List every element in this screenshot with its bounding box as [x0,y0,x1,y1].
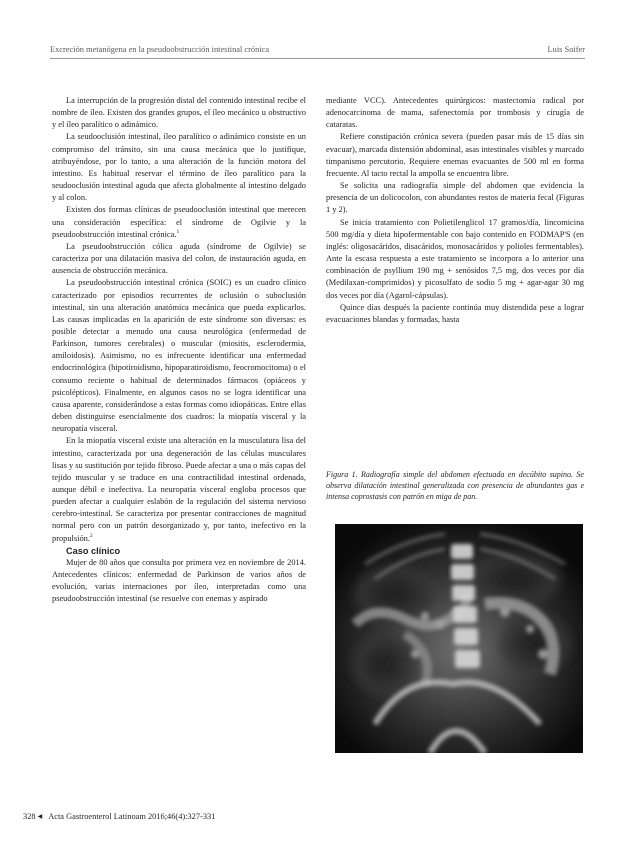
paragraph: La pseudoobstrucción cólica aguda (síndrome de Ogilvie) se caracteriza por una dilatación masiva del colon, de instauración aguda, en ausencia de obstrucción mecánica. [52,241,306,276]
running-title: Excreción metanógena en la pseudoobstrucción intestinal crónica [50,45,270,54]
paragraph-text: En la miopatía visceral existe una alteración en la musculatura lisa del intestino, caracterizada por una degeneración de las células musculares lisas y su sustitución por tejido fibroso. Puede afectar a una o más capas del tejido muscular y se traduce en una contractilidad intestinal ordenada, aunque débil e inefectiva. La neuropatía visceral engloba procesos que pueden afectar a cualquier eslabón de la regulación del sistema nervioso cerebro-intestinal. Se caracteriza por presentar contracciones de magnitud normal pero con un patrón desorganizado y, por tanto, inefectivo en la propulsión. [52,436,306,543]
page-footer [23,812,215,821]
reference-marker: 1 [176,228,180,235]
paragraph: La pseudoobstrucción intestinal crónica (SOIC) es un cuadro clínico caracterizado por episodios recurrentes de oclusión o suboclusión intestinal, sin una alteración anatómica mecánica que pueda explicarlos. Las causas implicadas en la aparición de este síndrome son diversas: es posible detectar a menudo una causa neurológica (enfermedad de Parkinson, tumores cerebrales) o muscular (miositis, esclerodermia, amiloidosis). Asimismo, no es infrecuente identificar una enfermedad endocrinológica (hipotiroidismo, hipoparatiroidismo, feocromocitoma) o el consumo reciente o habitual de determinados fármacos (opiáceos y psicolépticos). Finalmente, en algunos casos no se logra identificar una causa aparente, considerándose a estas formas como idiopáticas. Entre ellas deben distinguirse esencialmente dos cuadros: la miopatía visceral y la neuropatía visceral. [52,278,306,434]
paragraph: La interrupción de la progresión distal del contenido intestinal recibe el nombre de íleo. Existen dos grandes grupos, el íleo mecánico u obstructivo y el íleo paralítico o adinámico. [52,96,306,130]
paragraph: Mujer de 80 años que consulta por primera vez en noviembre de 2014. Antecedentes clínicos: enfermedad de Parkinson de varios años de evolución, varias internaciones por íleo, interpretadas como una pseudoobstrucción intestinal (se resuelve con enemas y aspirado [52,557,306,604]
header-divider [50,58,585,59]
paragraph [52,204,306,240]
paragraph: Se solicita una radiografía simple del abdomen que evidencia la presencia de un dolicocolon, con abundantes restos de materia fecal (Figuras 1 y 2). [326,181,584,215]
running-author: Luis Soifer [547,45,585,54]
section-heading: Caso clínico [66,545,121,556]
journal-citation: Acta Gastroenterol Latinoam 2016;46(4):327-331 [48,812,216,821]
abdominal-xray-image [335,524,583,753]
figure-caption-text: Radiografía simple del abdomen efectuada en decúbito supino. Se observa dilatación intestinal generalizada con presencia de abundantes gas e intensa coprostasis con patrón en miga de pan. [326,470,584,501]
right-column [326,95,584,326]
paragraph: Quince días después la paciente continúa muy distendida pese a lograr evacuaciones blandas y formadas, hasta [326,302,584,324]
paragraph: Se inicia tratamiento con Polietilenglicol 17 gramos/día, lincomicina 500 mg/día y dieta hipofermentable con bajo contenido en FODMAP'S (en inglés: oligosacáridos, disacáridos, monosacáridos y polioles fermentables). Ante la escasa respuesta a este tratamiento se incorpora a lo anterior una combinación de psyllium 190 mg + senósidos 7,5 mg, dos veces por día (Medilaxan-comprimidos) y picosulfato de sodio 5 mg + agar-agar 30 mg dos veces por día (Agarol-cápsulas). [326,217,584,300]
page-number: 328 [23,812,36,821]
left-column [52,95,306,606]
page-arrow-icon: ◀ [37,814,43,820]
reference-marker: 2 [89,532,93,539]
paragraph: mediante VCC). Antecedentes quirúrgicos: mastectomía radical por adenocarcinoma de mama, safenectomía por trombosis y cirugía de cataratas. [326,96,584,130]
paragraph: Refiere constipación crónica severa (pueden pasar más de 15 días sin evacuar), marcada distensión abdominal, asas intestinales visibles y marcado timpanismo percutorio. Requiere enemas evacuantes de 500 ml en forma frecuente. Al tacto rectal la ampolla se encuentra libre. [326,132,584,178]
figure-caption [326,470,584,503]
figure-label: Figura 1. [326,470,358,479]
paragraph [52,435,306,544]
paragraph: La seudooclusión intestinal, íleo paralítico o adinámico consiste en un compromiso del tránsito, sin una causa mecánica que lo justifique, atribuyéndose, por lo tanto, a una alteración de la función motora del intestino. Es habitual reservar el término de íleo paralítico para la seudooclusión intestinal aguda que afecta globalmente al intestino delgado y al colon. [52,132,306,203]
paragraph-text: Existen dos formas clínicas de pseudooclusión intestinal que merecen una consideración específica: el síndrome de Ogilvie y la pseudoobstrucción intestinal crónica. [52,205,306,239]
xray-illustration [335,524,583,753]
